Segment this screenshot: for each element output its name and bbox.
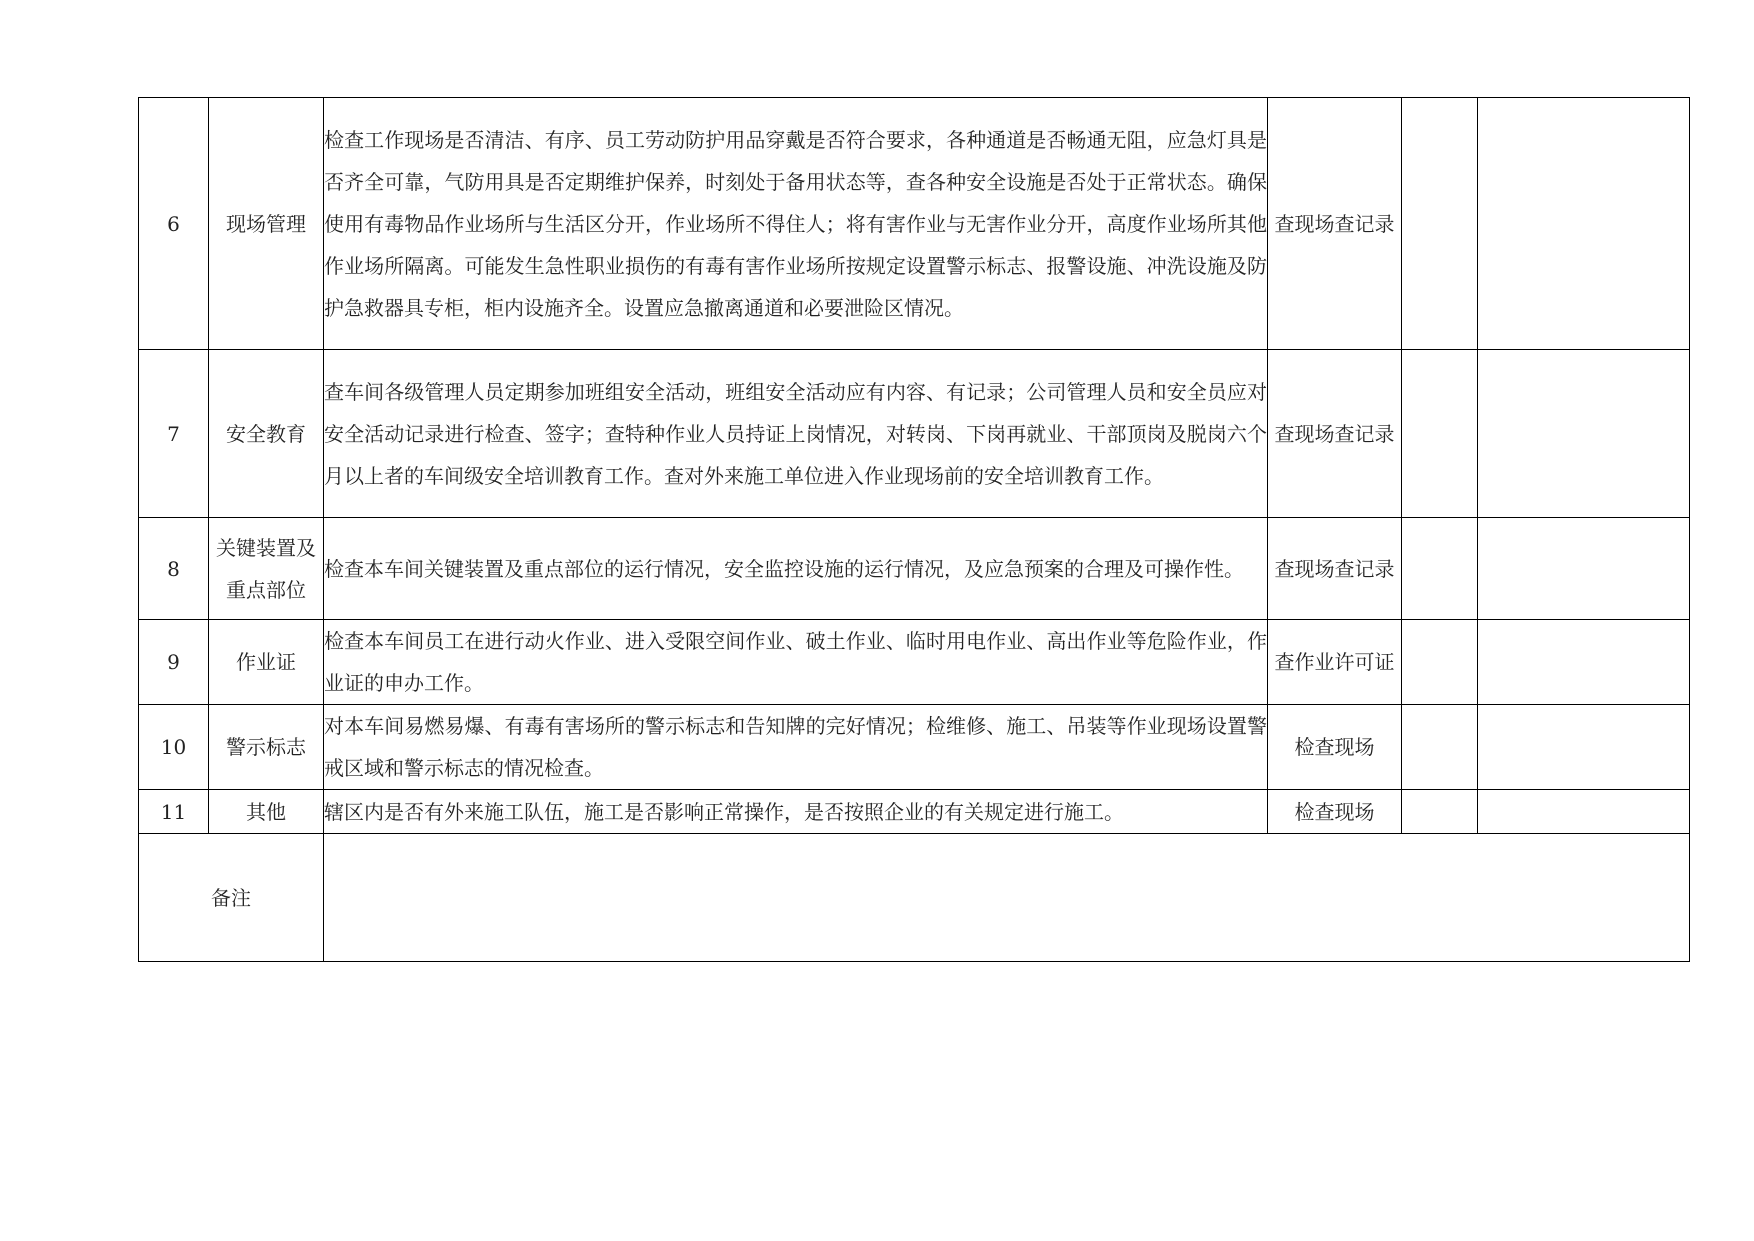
row-method: 查作业许可证	[1268, 620, 1402, 705]
remark-label: 备注	[139, 834, 324, 962]
row-content: 检查工作现场是否清洁、有序、员工劳动防护用品穿戴是否符合要求，各种通道是否畅通无阻，应急灯具是否齐全可靠，气防用具是否定期维护保养，时刻处于备用状态等，查各种安全设施是否处于正常状态。确保使用有毒物品作业场所与生活区分开，作业场所不得住人；将有害作业与无害作业分开，高度作业场所其他作业场所隔离。可能发生急性职业损伤的有毒有害作业场所按规定设置警示标志、报警设施、冲洗设施及防护急救器具专柜，柜内设施齐全。设置应急撤离通道和必要泄险区情况。	[324, 98, 1268, 350]
result-cell[interactable]	[1402, 620, 1478, 705]
row-method: 查现场查记录	[1268, 518, 1402, 620]
notes-cell[interactable]	[1478, 790, 1690, 834]
table-row	[139, 705, 1690, 790]
remark-content[interactable]	[324, 834, 1690, 962]
result-cell[interactable]	[1402, 790, 1478, 834]
result-cell[interactable]	[1402, 350, 1478, 518]
table-row	[139, 518, 1690, 620]
row-method: 查现场查记录	[1268, 350, 1402, 518]
table-row	[139, 790, 1690, 834]
notes-cell[interactable]	[1478, 350, 1690, 518]
table-row	[139, 620, 1690, 705]
row-number: 8	[139, 518, 209, 620]
row-number: 7	[139, 350, 209, 518]
row-method: 检查现场	[1268, 705, 1402, 790]
row-item: 关键装置及重点部位	[209, 518, 324, 620]
row-number: 10	[139, 705, 209, 790]
row-number: 6	[139, 98, 209, 350]
result-cell[interactable]	[1402, 705, 1478, 790]
row-item: 作业证	[209, 620, 324, 705]
table-row	[139, 98, 1690, 350]
row-item: 警示标志	[209, 705, 324, 790]
row-content: 对本车间易燃易爆、有毒有害场所的警示标志和告知牌的完好情况；检维修、施工、吊装等作业现场设置警戒区域和警示标志的情况检查。	[324, 705, 1268, 790]
inspection-sheet	[138, 97, 1689, 962]
row-number: 11	[139, 790, 209, 834]
row-item: 现场管理	[209, 98, 324, 350]
notes-cell[interactable]	[1478, 620, 1690, 705]
row-content: 检查本车间关键装置及重点部位的运行情况，安全监控设施的运行情况，及应急预案的合理及可操作性。	[324, 518, 1268, 620]
row-method: 查现场查记录	[1268, 98, 1402, 350]
result-cell[interactable]	[1402, 518, 1478, 620]
row-item: 其他	[209, 790, 324, 834]
notes-cell[interactable]	[1478, 705, 1690, 790]
inspection-table	[138, 97, 1690, 962]
row-method: 检查现场	[1268, 790, 1402, 834]
row-number: 9	[139, 620, 209, 705]
row-content: 查车间各级管理人员定期参加班组安全活动，班组安全活动应有内容、有记录；公司管理人员和安全员应对安全活动记录进行检查、签字；查特种作业人员持证上岗情况，对转岗、下岗再就业、干部顶岗及脱岗六个月以上者的车间级安全培训教育工作。查对外来施工单位进入作业现场前的安全培训教育工作。	[324, 350, 1268, 518]
row-content: 辖区内是否有外来施工队伍，施工是否影响正常操作，是否按照企业的有关规定进行施工。	[324, 790, 1268, 834]
notes-cell[interactable]	[1478, 98, 1690, 350]
row-content: 检查本车间员工在进行动火作业、进入受限空间作业、破土作业、临时用电作业、高出作业等危险作业，作业证的申办工作。	[324, 620, 1268, 705]
table-row	[139, 350, 1690, 518]
row-item: 安全教育	[209, 350, 324, 518]
notes-cell[interactable]	[1478, 518, 1690, 620]
remark-row	[139, 834, 1690, 962]
result-cell[interactable]	[1402, 98, 1478, 350]
